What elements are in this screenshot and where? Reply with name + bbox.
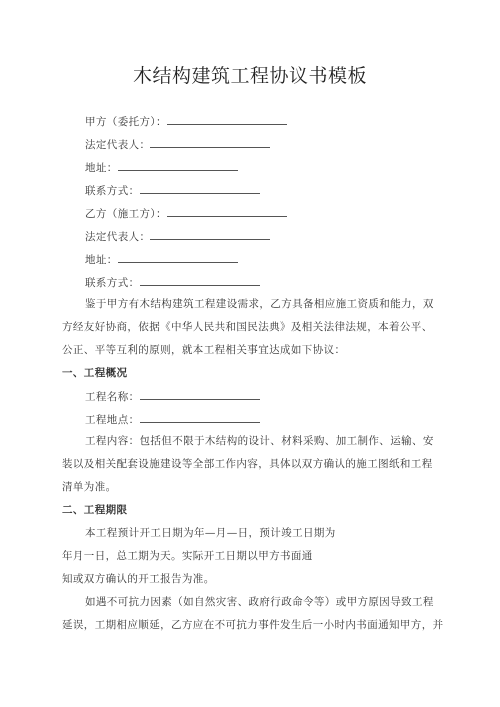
scope-line: 工程内容：包括但不限于木结构的设计、材料采购、加工制作、运输、安 bbox=[85, 435, 434, 447]
party-b-address-field bbox=[85, 252, 238, 267]
document-title: 木结构建筑工程协议书模板 bbox=[132, 65, 367, 87]
schedule-line: 本工程预计开工日期为年—月—日，预计竣工日期为 bbox=[85, 527, 336, 539]
party-b-contact-blank bbox=[140, 275, 260, 286]
party-b-contact-label: 联系方式： bbox=[85, 277, 140, 289]
party-a-client-field bbox=[85, 114, 287, 129]
schedule-line: 知或双方确认的开工报告为准。 bbox=[62, 573, 215, 585]
party-a-representative-blank bbox=[150, 137, 270, 148]
party-b-representative-label: 法定代表人： bbox=[85, 231, 151, 243]
force-majeure-line: 延误，工期相应顺延，乙方应在不可抗力事件发生后一小时内书面通知甲方，并 bbox=[62, 619, 444, 631]
scope-line: 清单为准。 bbox=[62, 481, 117, 493]
party-a-contact-blank bbox=[140, 183, 260, 194]
party-a-address-blank bbox=[118, 160, 238, 171]
party-b-contractor-label: 乙方（施工方）： bbox=[85, 208, 167, 220]
scope-line: 装以及相关配套设施建设等全部工作内容，具体以双方确认的施工图纸和工程 bbox=[62, 458, 433, 470]
party-b-address-label: 地址： bbox=[85, 254, 118, 266]
party-b-representative-field bbox=[85, 229, 270, 244]
party-a-address-field bbox=[85, 160, 238, 175]
force-majeure-line: 如遇不可抗力因素（如自然灾害、政府行政命令等）或甲方原因导致工程 bbox=[85, 596, 434, 608]
party-b-contractor-field bbox=[85, 206, 287, 221]
preamble-line: 公正、平等互利的原则，就本工程相关事宜达成如下协议： bbox=[62, 344, 346, 356]
party-a-client-blank bbox=[167, 114, 287, 125]
project-name-blank bbox=[140, 389, 260, 400]
party-a-client-label: 甲方（委托方）： bbox=[85, 116, 167, 128]
project-location-blank bbox=[140, 412, 260, 423]
party-b-contractor-blank bbox=[167, 206, 287, 217]
project-location-label: 工程地点： bbox=[85, 414, 140, 426]
party-b-address-blank bbox=[118, 252, 238, 263]
party-a-representative-label: 法定代表人： bbox=[85, 139, 151, 151]
preamble-line: 方经友好协商，依据《中华人民共和国民法典》及相关法律法规，本着公平、 bbox=[62, 321, 433, 333]
party-a-address-label: 地址： bbox=[85, 162, 118, 174]
party-a-contact-label: 联系方式： bbox=[85, 185, 140, 197]
section-heading-schedule: 二、工程期限 bbox=[62, 504, 128, 516]
project-location-field bbox=[85, 412, 260, 427]
project-name-field bbox=[85, 389, 260, 404]
party-a-representative-field bbox=[85, 137, 270, 152]
schedule-line: 年月一日，总工期为天。实际开工日期以甲方书面通 bbox=[62, 550, 313, 562]
preamble-line: 鉴于甲方有木结构建筑工程建设需求，乙方具备相应施工资质和能力，双 bbox=[85, 298, 434, 310]
project-name-label: 工程名称： bbox=[85, 391, 140, 403]
party-b-representative-blank bbox=[150, 229, 270, 240]
section-heading-overview: 一、工程概况 bbox=[62, 367, 128, 379]
party-a-contact-field bbox=[85, 183, 260, 198]
party-b-contact-field bbox=[85, 275, 260, 290]
